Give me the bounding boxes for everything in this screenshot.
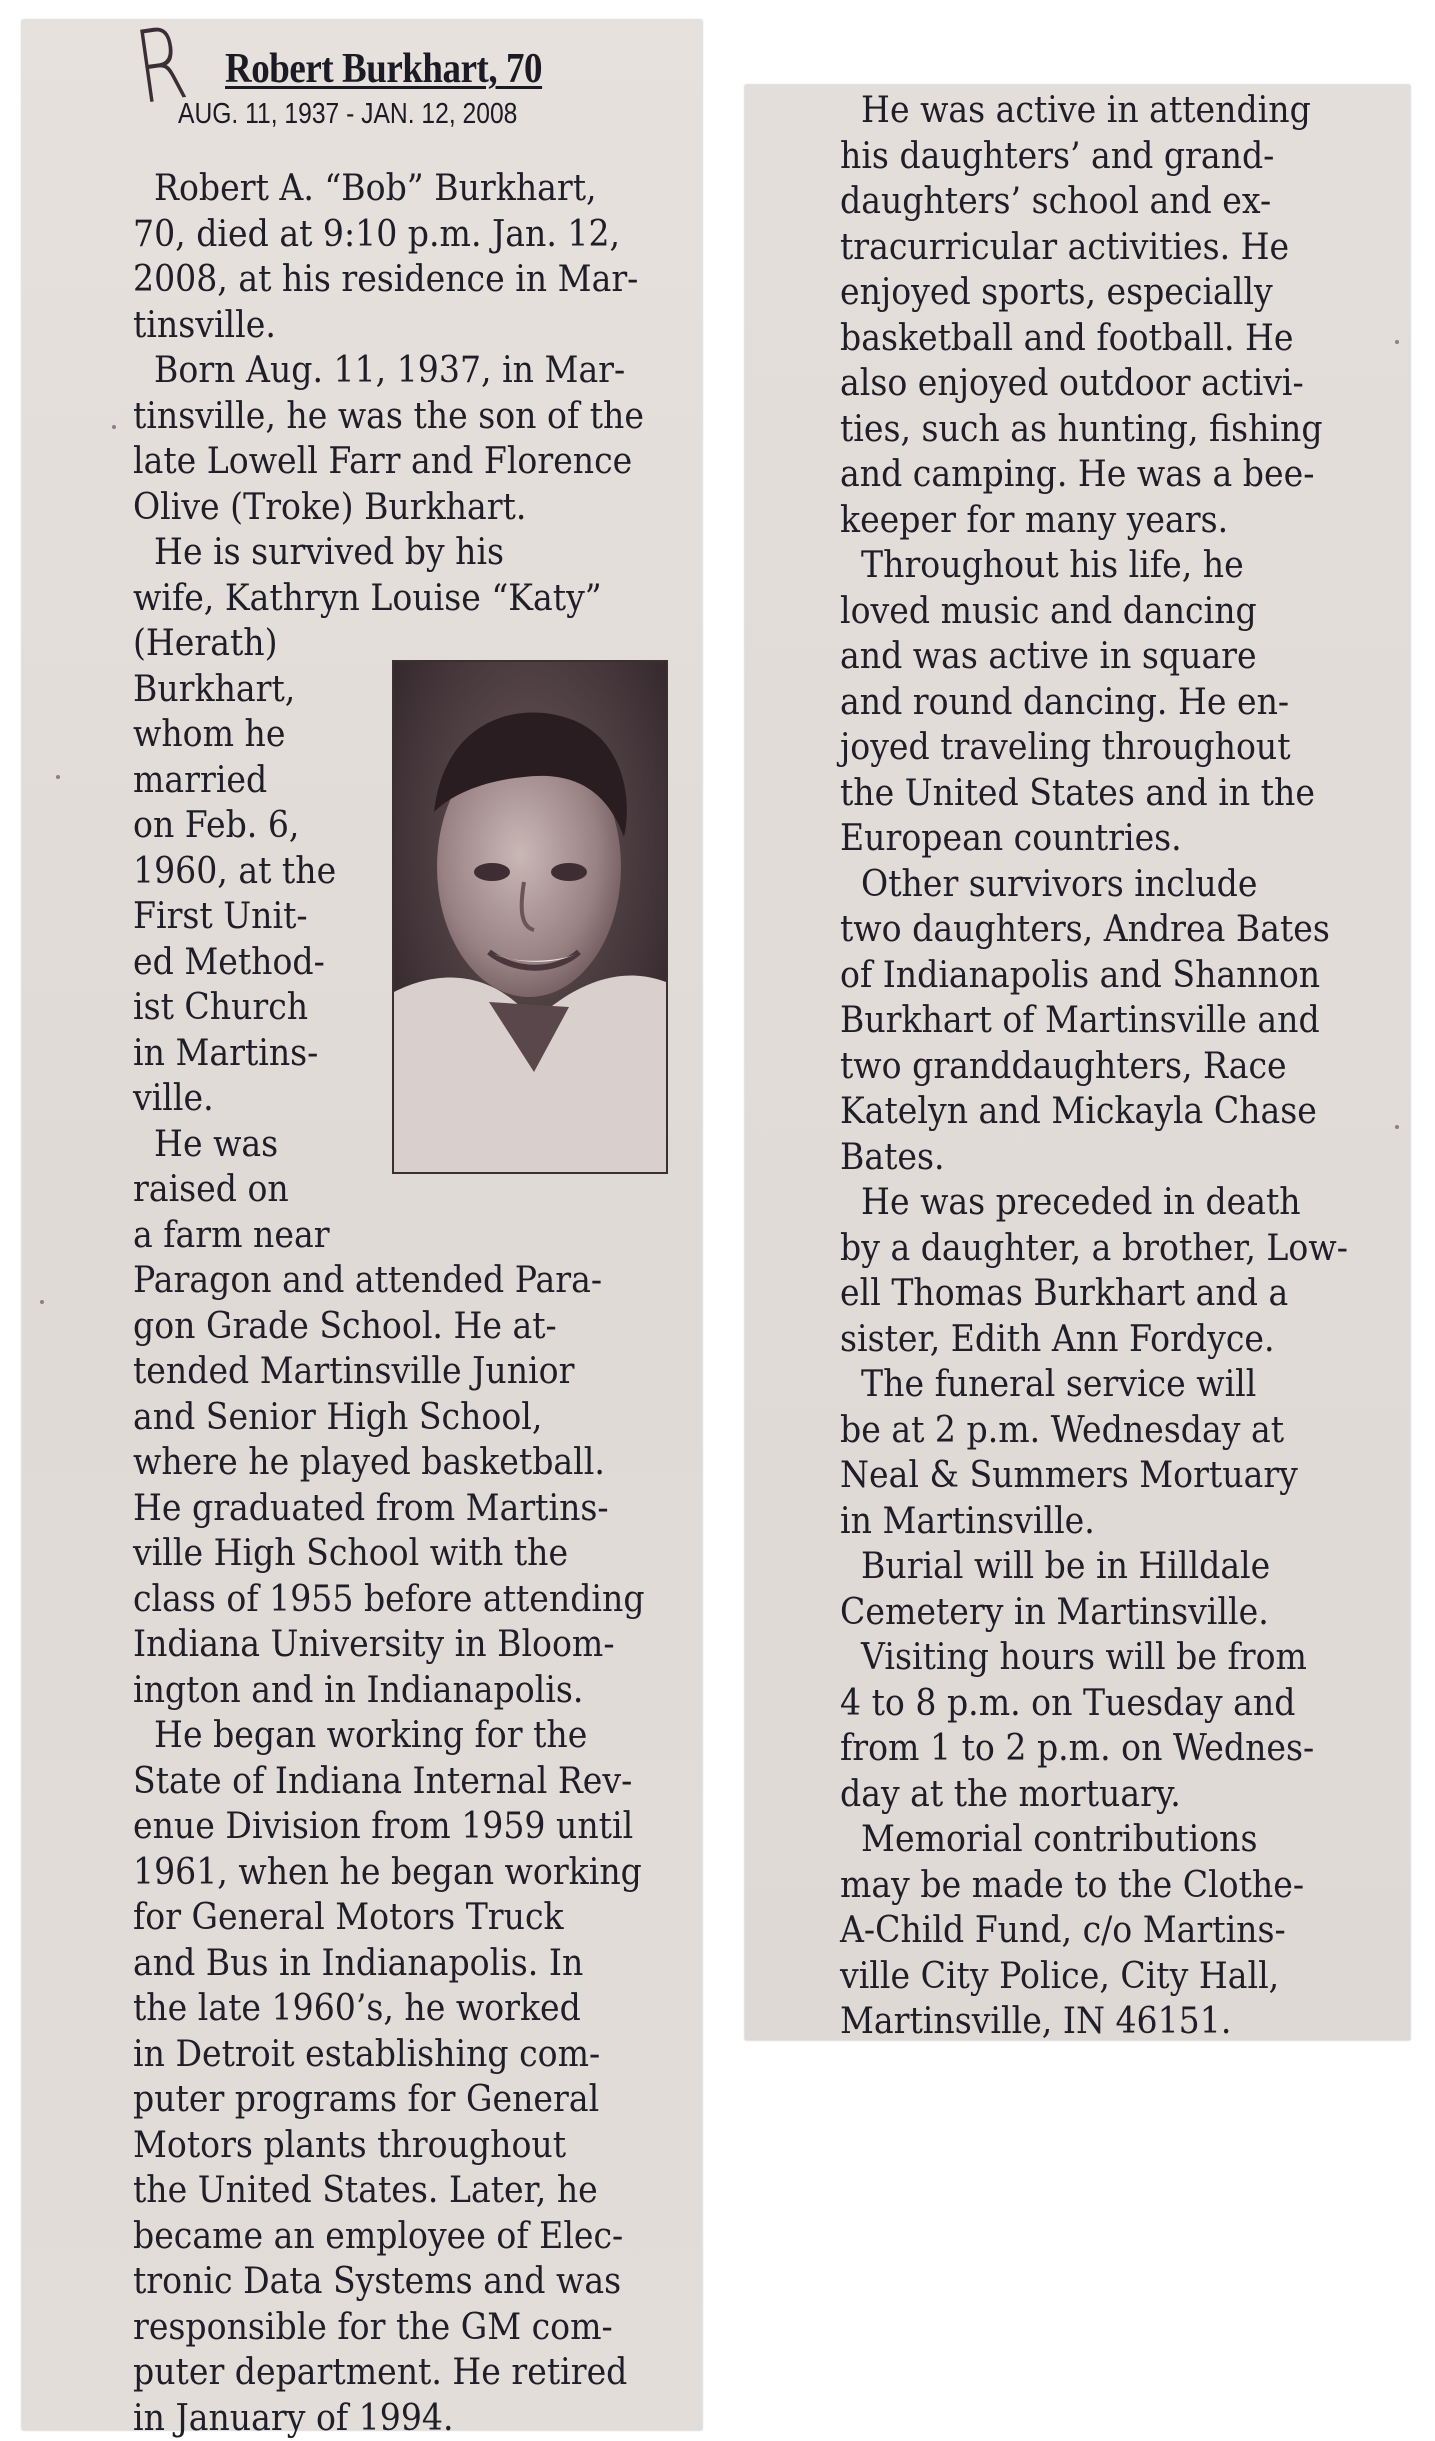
text-line: married <box>133 758 645 804</box>
text-line: sister, Edith Ann Fordyce. <box>840 1317 1348 1363</box>
text-line: The funeral service will <box>840 1362 1348 1408</box>
text-line: and Senior High School, <box>133 1395 645 1441</box>
text-line: also enjoyed outdoor activi- <box>840 361 1348 407</box>
text-line: the late 1960’s, he worked <box>133 1986 645 2032</box>
text-line: ist Church <box>133 985 645 1031</box>
text-line: puter department. He retired <box>133 2350 645 2396</box>
text-line: Other survivors include <box>840 862 1348 908</box>
paper-speck <box>1395 340 1399 344</box>
text-line: where he played basketball. <box>133 1440 645 1486</box>
text-line: the United States. Later, he <box>133 2168 645 2214</box>
text-line: Bates. <box>840 1135 1348 1181</box>
text-line: State of Indiana Internal Rev- <box>133 1759 645 1805</box>
text-line: and camping. He was a bee- <box>840 452 1348 498</box>
text-line: Burkhart, <box>133 667 645 713</box>
text-line: on Feb. 6, <box>133 803 645 849</box>
text-line: ties, such as hunting, fishing <box>840 407 1348 453</box>
life-dates: AUG. 11, 1937 - JAN. 12, 2008 <box>178 98 517 131</box>
text-line: in Detroit establishing com- <box>133 2032 645 2078</box>
text-line: from 1 to 2 p.m. on Wednes- <box>840 1726 1348 1772</box>
text-line: tronic Data Systems and was <box>133 2259 645 2305</box>
text-line: ell Thomas Burkhart and a <box>840 1271 1348 1317</box>
text-line: puter programs for General <box>133 2077 645 2123</box>
text-line: 1961, when he began working <box>133 1850 645 1896</box>
body-text-left-column <box>133 166 689 2441</box>
text-line: Memorial contributions <box>840 1817 1348 1863</box>
text-line: tinsville. <box>133 303 645 349</box>
text-line: tinsville, he was the son of the <box>133 394 645 440</box>
text-line: responsible for the GM com- <box>133 2305 645 2351</box>
paper-speck <box>40 1300 44 1304</box>
text-line: two granddaughters, Race <box>840 1044 1348 1090</box>
text-line: and was active in square <box>840 634 1348 680</box>
text-line: became an employee of Elec- <box>133 2214 645 2260</box>
text-line: 70, died at 9:10 p.m. Jan. 12, <box>133 212 645 258</box>
text-line: and round dancing. He en- <box>840 680 1348 726</box>
text-line: by a daughter, a brother, Low- <box>840 1226 1348 1272</box>
text-line: A-Child Fund, c/o Martins- <box>840 1908 1348 1954</box>
text-line: ed Method- <box>133 940 645 986</box>
text-line: whom he <box>133 712 645 758</box>
text-line: 2008, at his residence in Mar- <box>133 257 645 303</box>
text-line: his daughters’ and grand- <box>840 134 1348 180</box>
text-line: 1960, at the <box>133 849 645 895</box>
paper-speck <box>1395 1125 1399 1129</box>
text-line: Throughout his life, he <box>840 543 1348 589</box>
text-line: First Unit- <box>133 894 645 940</box>
obituary-title: Robert Burkhart, 70 <box>225 45 542 93</box>
text-line: Born Aug. 11, 1937, in Mar- <box>133 348 645 394</box>
text-line: Visiting hours will be from <box>840 1635 1348 1681</box>
text-line: daughters’ school and ex- <box>840 179 1348 225</box>
text-line: Neal & Summers Mortuary <box>840 1453 1348 1499</box>
text-line: Martinsville, IN 46151. <box>840 1999 1348 2045</box>
text-line: (Herath) <box>133 621 645 667</box>
text-line: in Martinsville. <box>840 1499 1348 1545</box>
text-line: European countries. <box>840 816 1348 862</box>
text-line: Katelyn and Mickayla Chase <box>840 1089 1348 1135</box>
text-line: He was preceded in death <box>840 1180 1348 1226</box>
text-line: Paragon and attended Para- <box>133 1258 645 1304</box>
body-text-right-column <box>840 88 1392 2045</box>
text-line: ington and in Indianapolis. <box>133 1668 645 1714</box>
text-line: in Martins- <box>133 1031 645 1077</box>
text-line: He began working for the <box>133 1713 645 1759</box>
text-line: gon Grade School. He at- <box>133 1304 645 1350</box>
text-line: two daughters, Andrea Bates <box>840 907 1348 953</box>
text-line: class of 1955 before attending <box>133 1577 645 1623</box>
text-line: and Bus in Indianapolis. In <box>133 1941 645 1987</box>
text-line: He is survived by his <box>133 530 645 576</box>
handwritten-initial: R <box>130 13 192 119</box>
portrait-photo-icon <box>394 662 666 1172</box>
text-line: in January of 1994. <box>133 2396 645 2441</box>
portrait-photo <box>392 660 668 1174</box>
text-line: He was active in attending <box>840 88 1348 134</box>
text-line: 4 to 8 p.m. on Tuesday and <box>840 1681 1348 1727</box>
text-line: basketball and football. He <box>840 316 1348 362</box>
text-line: ville City Police, City Hall, <box>840 1954 1348 2000</box>
text-line: Indiana University in Bloom- <box>133 1622 645 1668</box>
text-line: enue Division from 1959 until <box>133 1804 645 1850</box>
text-line: ville High School with the <box>133 1531 645 1577</box>
text-line: raised on <box>133 1167 645 1213</box>
text-line: loved music and dancing <box>840 589 1348 635</box>
text-line: tracurricular activities. He <box>840 225 1348 271</box>
text-line: the United States and in the <box>840 771 1348 817</box>
text-line: be at 2 p.m. Wednesday at <box>840 1408 1348 1454</box>
text-line: day at the mortuary. <box>840 1772 1348 1818</box>
text-line: ville. <box>133 1076 645 1122</box>
text-line: Robert A. “Bob” Burkhart, <box>133 166 645 212</box>
text-line: of Indianapolis and Shannon <box>840 953 1348 999</box>
text-line: Olive (Troke) Burkhart. <box>133 485 645 531</box>
text-line: Motors plants throughout <box>133 2123 645 2169</box>
text-line: tended Martinsville Junior <box>133 1349 645 1395</box>
text-line: He was <box>133 1122 645 1168</box>
paper-speck <box>56 775 60 779</box>
text-line: for General Motors Truck <box>133 1895 645 1941</box>
text-line: a farm near <box>133 1213 645 1259</box>
text-line: keeper for many years. <box>840 498 1348 544</box>
text-line: enjoyed sports, especially <box>840 270 1348 316</box>
text-line: Burial will be in Hilldale <box>840 1544 1348 1590</box>
text-line: He graduated from Martins- <box>133 1486 645 1532</box>
paper-speck <box>112 425 116 429</box>
text-line: joyed traveling throughout <box>840 725 1348 771</box>
text-line: wife, Kathryn Louise “Katy” <box>133 576 645 622</box>
text-line: Cemetery in Martinsville. <box>840 1590 1348 1636</box>
text-line: Burkhart of Martinsville and <box>840 998 1348 1044</box>
text-line: late Lowell Farr and Florence <box>133 439 645 485</box>
text-line: may be made to the Clothe- <box>840 1863 1348 1909</box>
